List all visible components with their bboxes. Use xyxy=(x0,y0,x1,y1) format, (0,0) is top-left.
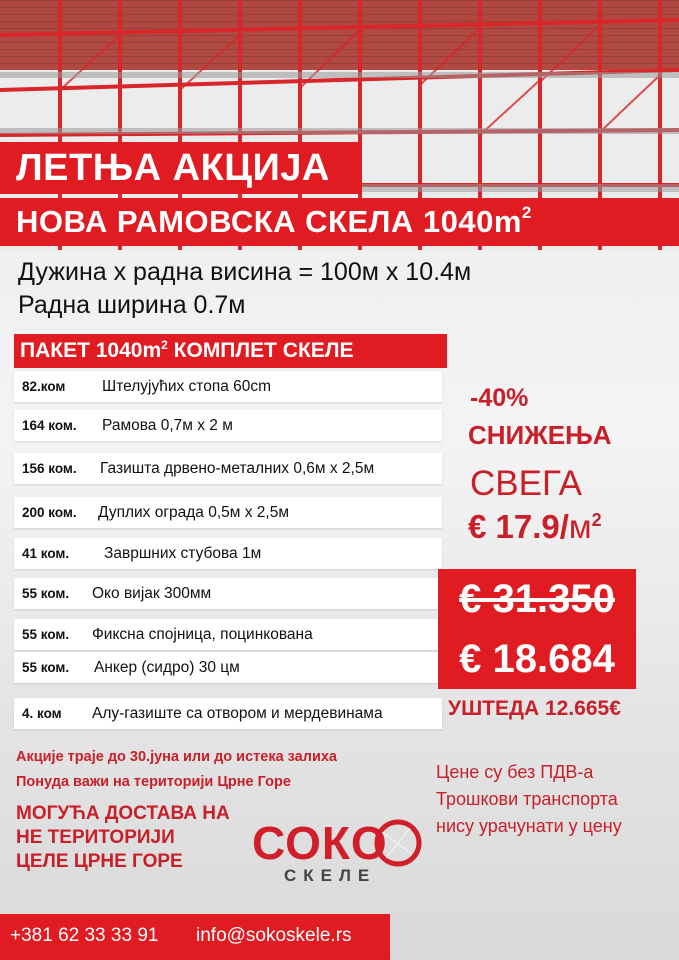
total-label: СВЕГА xyxy=(470,464,582,503)
item-qty: 55 ком. xyxy=(22,586,70,601)
unit-price-value: € 17.9/ xyxy=(468,508,569,545)
logo-globe-icon xyxy=(372,818,428,868)
unit-price-sup: 2 xyxy=(591,510,602,530)
item-qty: 41 ком. xyxy=(22,546,70,561)
logo-subtitle: СКЕЛЕ xyxy=(284,866,377,885)
item-desc: Дуплих ограда 0,5м x 2,5м xyxy=(98,504,289,521)
item-desc: Газишта дрвено-металних 0,6м x 2,5м xyxy=(100,460,375,477)
item-desc: Завршних стубова 1м xyxy=(104,545,262,562)
item-desc: Анкер (сидро) 30 цм xyxy=(94,659,240,676)
contact-bar xyxy=(0,914,390,960)
item-qty: 164 ком. xyxy=(22,418,77,433)
pricing-notes xyxy=(436,759,622,840)
list-item xyxy=(14,619,442,650)
delivery-line: ЦЕЛЕ ЦРНЕ ГОРЕ xyxy=(16,851,183,872)
list-item xyxy=(14,371,442,402)
old-price: € 31.350 xyxy=(438,569,636,629)
item-qty: 4. ком xyxy=(22,706,62,721)
delivery-line: МОГУЋА ДОСТАВА НА xyxy=(16,803,230,824)
list-item xyxy=(14,497,442,528)
list-item xyxy=(14,538,442,569)
item-desc: Штелујућих стопа 60cm xyxy=(102,378,272,395)
list-item xyxy=(14,453,442,484)
delivery-line: НЕ ТЕРИТОРИЈИ xyxy=(16,827,175,848)
spec-dimensions: Дужина x радна висина = 100м x 10.4м xyxy=(18,258,472,286)
item-qty: 55 ком. xyxy=(22,627,70,642)
new-price: € 18.684 xyxy=(438,629,636,689)
delivery-note xyxy=(16,802,230,874)
package-title xyxy=(14,334,447,368)
discount-percent: -40% xyxy=(470,384,529,412)
spec-width: Радна ширина 0.7м xyxy=(18,291,246,319)
package-title-rest: КОМПЛЕТ СКЕЛЕ xyxy=(167,339,354,362)
item-desc: Око вијак 300мм xyxy=(92,585,212,602)
product-title-sup: 2 xyxy=(521,203,532,222)
list-item xyxy=(14,652,442,683)
list-item xyxy=(14,578,442,609)
soko-logo xyxy=(252,816,422,890)
phone-number[interactable]: +381 62 33 33 91 xyxy=(10,925,159,946)
package-title-text: ПАКЕТ 1040m xyxy=(20,339,162,362)
promo-title: ЛЕТЊА АКЦИЈА xyxy=(0,142,362,194)
product-title xyxy=(0,198,679,246)
savings-amount: УШТЕДА 12.665€ xyxy=(448,697,621,720)
item-desc: Рамова 0,7м x 2 м xyxy=(102,417,233,434)
unit-price-unit: м xyxy=(568,508,592,545)
package-title-sup: 2 xyxy=(161,338,168,352)
email-address[interactable]: info@sokoskele.rs xyxy=(196,925,352,946)
discount-label: СНИЖЕЊА xyxy=(468,420,612,450)
item-qty: 55 ком. xyxy=(22,660,70,675)
promo-duration-note: Акције траје до 30.јуна или до истека залиха xyxy=(16,749,337,765)
unit-price xyxy=(468,508,602,546)
logo-word: СОКО xyxy=(252,817,388,869)
item-desc: Фиксна спојница, поцинкована xyxy=(92,626,313,643)
transport-note: Трошкови транспорта xyxy=(436,789,618,809)
item-desc: Алу-газиште са отвором и мердевинама xyxy=(92,705,383,722)
item-qty: 156 ком. xyxy=(22,461,77,476)
transport-note-2: нису урачунати у цену xyxy=(436,816,622,836)
promo-territory-note: Понуда важи на територији Црне Горе xyxy=(16,774,291,790)
list-item xyxy=(14,698,442,729)
item-qty: 82.ком xyxy=(22,379,66,394)
vat-note: Цене су без ПДВ-а xyxy=(436,762,594,782)
item-qty: 200 ком. xyxy=(22,505,77,520)
list-item xyxy=(14,410,442,441)
product-title-text: НОВА РАМОВСКА СКЕЛА 1040m xyxy=(16,204,522,239)
